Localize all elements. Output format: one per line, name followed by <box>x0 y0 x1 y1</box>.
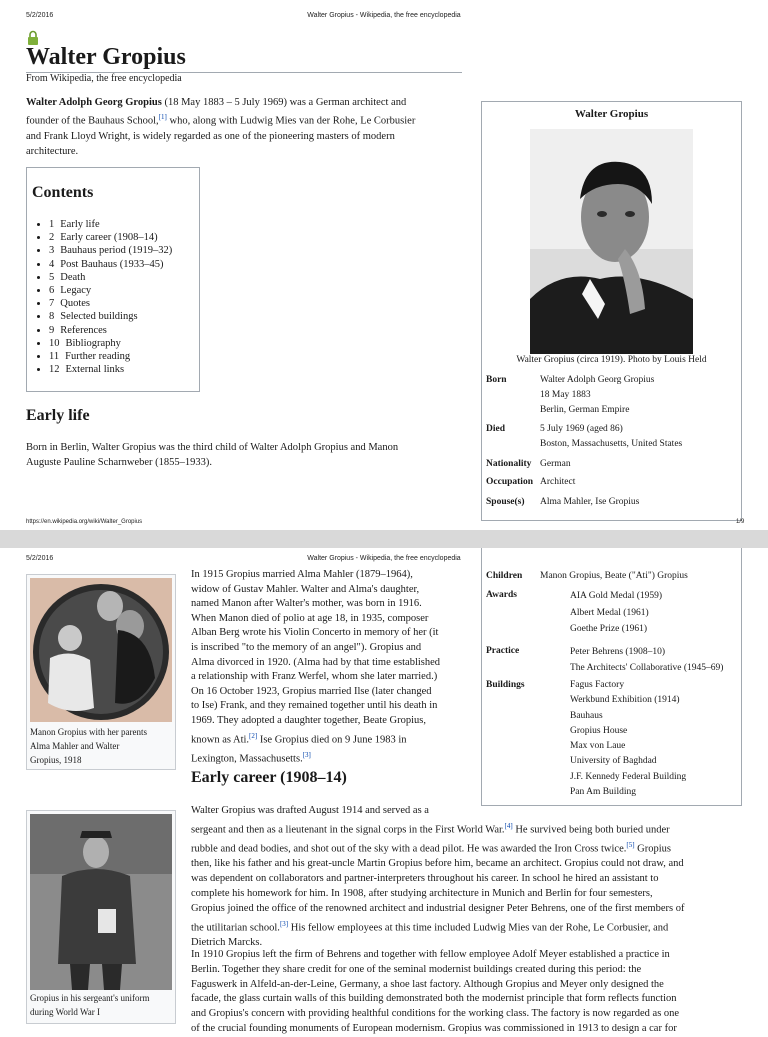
contents-item[interactable] <box>49 350 172 363</box>
buildings-list <box>570 678 686 800</box>
building-item: Max von Laue <box>570 741 626 752</box>
contents-item-label[interactable]: Death <box>60 271 86 283</box>
uniform-photo <box>30 814 172 990</box>
paragraph-line: named Manon after Walter's mother, was born in 1916. <box>191 598 422 610</box>
paragraph-line: 1969. They adopted a daughter together, Beate Gropius, <box>191 714 426 726</box>
died-place: Boston, Massachusetts, United States <box>540 439 683 449</box>
contents-item-label[interactable]: Bauhaus period (1919–32) <box>60 245 173 257</box>
contents-item-number: 12 <box>49 364 60 376</box>
born-label: Born <box>486 375 507 385</box>
paragraph-text: He survived being both buried under <box>512 824 670 836</box>
paragraph-line: In 1915 Gropius married Alma Mahler (1879–1964), <box>191 569 413 580</box>
infobox-title: Walter Gropius <box>574 108 649 120</box>
paragraph-line: was dependent on collaborators and partner-interpreters throughout his career. In school he hired an assistant to <box>191 873 659 885</box>
paragraph-line: facade, the glass curtain walls of this building demonstrated both the modernist principle that form reflects function <box>191 993 677 1005</box>
paragraph-text: rubble and dead bodies, and shot out of the sky with a dead pilot. He was awarded the Iron Cross twice. <box>191 843 627 855</box>
subject-name: Walter Adolph Georg Gropius <box>26 97 162 108</box>
building-item: Fagus Factory <box>570 680 625 690</box>
paragraph-line: In 1910 Gropius left the firm of Behrens and together with fellow employee Adolf Meyer established a practice in <box>191 949 670 960</box>
contents-item-number: 1 <box>49 219 55 230</box>
family-photo-caption <box>30 725 147 767</box>
contents-item[interactable] <box>49 324 172 337</box>
marriage-paragraph <box>191 568 476 767</box>
reference-link[interactable]: [2] <box>249 731 258 740</box>
awards-list <box>570 588 662 638</box>
contents-item-number: 4 <box>49 258 55 270</box>
nationality-label: Nationality <box>486 459 532 469</box>
uniform-photo-caption <box>30 991 149 1019</box>
page-header-title: Walter Gropius - Wikipedia, the free encyclopedia <box>307 555 461 562</box>
page-subtitle: From Wikipedia, the free encyclopedia <box>26 73 182 84</box>
early-life-paragraph <box>26 440 466 470</box>
contents-item-label[interactable]: Quotes <box>60 298 90 310</box>
contents-item-label[interactable]: Early life <box>60 219 100 230</box>
uniform-photo-figure <box>26 810 176 1024</box>
paragraph-line: of the crucial founding monuments of European modernism. Gropius was commissioned in 1913 to design a car for <box>191 1022 677 1034</box>
paragraph-line: When Manon died of polio at age 18, in 1935, composer <box>191 612 429 624</box>
faguswerk-paragraph <box>191 948 751 1037</box>
page-header-date: 5/2/2016 <box>26 12 54 19</box>
paragraph-text: His fellow employees at this time included Ludwig Mies van der Rohe, Le Corbusier, and <box>288 922 669 934</box>
contents-item-label[interactable]: Early career (1908–14) <box>60 232 158 244</box>
reference-link[interactable]: [1] <box>158 113 167 121</box>
portrait-photo <box>530 129 693 354</box>
intro-text: and Frank Lloyd Wright, is widely regarded as one of the pioneering masters of modern <box>26 130 395 142</box>
paragraph-line: a relationship with Franz Werfel, whom she later married.) <box>191 671 438 683</box>
children-value: Manon Gropius, Beate ("Ati") Gropius <box>540 571 688 581</box>
contents-item-label[interactable]: Post Bauhaus (1933–45) <box>60 258 164 270</box>
children-label: Children <box>486 571 523 581</box>
contents-item[interactable] <box>49 258 172 271</box>
contents-title: Contents <box>32 184 94 201</box>
contents-item[interactable] <box>49 363 172 376</box>
paragraph-line: widow of Gustav Mahler. Walter and Alma's daughter, <box>191 583 420 595</box>
section-heading-early-life: Early life <box>26 407 90 424</box>
reference-link[interactable]: [4] <box>504 821 513 830</box>
building-item: Werkbund Exhibition (1914) <box>570 695 680 706</box>
reference-link[interactable]: [5] <box>626 841 635 850</box>
paragraph-line: and Gropius's concern with providing healthful conditions for the working class. The factory is now regarded as one <box>191 1008 680 1020</box>
building-item: J.F. Kennedy Federal Building <box>570 771 687 782</box>
reference-link[interactable]: [3] <box>279 919 289 928</box>
family-photo-figure <box>26 574 176 770</box>
intro-paragraph <box>26 95 466 159</box>
contents-item[interactable] <box>49 231 172 244</box>
contents-item-label[interactable]: Legacy <box>60 285 92 297</box>
contents-item[interactable] <box>49 218 172 231</box>
building-item: Bauhaus <box>570 710 603 721</box>
career-paragraph <box>191 804 751 951</box>
paragraph-line: complete his homework for him. In 1908, after studying architecture in Munich and Berlin for four semesters, <box>191 887 653 899</box>
practice-list <box>570 644 723 676</box>
contents-item[interactable] <box>49 337 172 350</box>
award-item: Albert Medal (1961) <box>570 607 649 618</box>
table-of-contents <box>26 167 200 392</box>
born-date: 18 May 1883 <box>540 390 591 400</box>
contents-item-label[interactable]: References <box>60 324 107 336</box>
reference-link[interactable]: [3] <box>302 750 311 759</box>
occupation-label: Occupation <box>486 477 533 487</box>
contents-list <box>35 218 172 376</box>
paragraph-line: to Ise) Frank, and they remained together until his death in <box>191 700 438 712</box>
caption-line: Gropius, 1918 <box>30 755 82 765</box>
born-name: Walter Adolph Georg Gropius <box>540 375 655 385</box>
paragraph-line: Gropius joined the office of the renowned architect and industrial designer Peter Behrens, one of the first members of <box>191 902 685 914</box>
contents-item[interactable] <box>49 297 172 310</box>
practice-item: The Architects' Collaborative (1945–69) <box>570 663 724 673</box>
contents-item-label[interactable]: Selected buildings <box>60 311 138 323</box>
occupation-value: Architect <box>540 477 576 487</box>
contents-item-number: 10 <box>49 337 60 349</box>
page-header-date: 5/2/2016 <box>26 555 54 562</box>
paragraph-text: Gropius <box>634 843 671 855</box>
caption-line: Gropius in his sergeant's uniform <box>30 993 150 1003</box>
died-date: 5 July 1969 (aged 86) <box>540 424 623 434</box>
award-item: AIA Gold Medal (1959) <box>570 591 663 601</box>
contents-item-number: 6 <box>49 285 55 297</box>
contents-item-label[interactable]: Further reading <box>65 351 131 363</box>
born-place: Berlin, German Empire <box>540 405 630 415</box>
page-footer-url: https://en.wikipedia.org/wiki/Walter_Gropius <box>26 519 143 525</box>
award-item: Goethe Prize (1961) <box>570 624 648 634</box>
paragraph-line: Walter Gropius was drafted August 1914 and served as a <box>191 805 429 816</box>
portrait-caption: Walter Gropius (circa 1919). Photo by Louis Held <box>516 355 707 365</box>
paragraph-text: sergeant and then as a lieutenant in the signal corps in the First World War. <box>191 824 505 836</box>
contents-item[interactable] <box>49 284 172 297</box>
paragraph-line: On 16 October 1923, Gropius married Ilse (later changed <box>191 685 432 697</box>
contents-item-number: 7 <box>49 298 55 310</box>
contents-item[interactable] <box>49 310 172 323</box>
paragraph-text: the utilitarian school. <box>191 922 280 934</box>
contents-item[interactable] <box>49 271 172 284</box>
caption-line: Manon Gropius with her parents <box>30 727 147 737</box>
building-item: University of Baghdad <box>570 756 657 767</box>
intro-text: who, along with Ludwig Mies van der Rohe, Le Corbusier <box>166 115 416 127</box>
nationality-value: German <box>540 459 571 469</box>
paragraph-text: Ise Gropius died on 9 June 1983 in <box>257 734 407 746</box>
intro-text: founder of the Bauhaus School, <box>26 115 159 127</box>
paragraph-line: Auguste Pauline Scharnweber (1855–1933). <box>26 457 213 468</box>
contents-item-number: 8 <box>49 311 55 323</box>
contents-item-number: 9 <box>49 324 55 336</box>
contents-item[interactable] <box>49 244 172 257</box>
page-header-title: Walter Gropius - Wikipedia, the free encyclopedia <box>307 12 461 19</box>
infobox-continued <box>481 548 742 806</box>
building-item: Pan Am Building <box>570 787 636 798</box>
spouse-label: Spouse(s) <box>486 497 525 507</box>
caption-line: Alma Mahler and Walter <box>30 741 120 751</box>
caption-line: during World War I <box>30 1007 100 1017</box>
paragraph-line: Born in Berlin, Walter Gropius was the third child of Walter Adolph Gropius and Manon <box>26 442 399 453</box>
contents-item-label[interactable]: External links <box>65 364 125 376</box>
building-item: Gropius House <box>570 725 628 736</box>
paragraph-line: Dietrich Marcks. <box>191 936 263 948</box>
buildings-label: Buildings <box>486 680 525 690</box>
paragraph-line: is inscribed "to the memory of an angel"). Gropius and <box>191 641 422 653</box>
practice-item: Peter Behrens (1908–10) <box>570 647 665 657</box>
contents-item-label[interactable]: Bibliography <box>65 337 121 349</box>
page-footer-number: 1/9 <box>736 519 745 525</box>
contents-item-number: 2 <box>49 232 55 244</box>
intro-text: architecture. <box>26 145 79 157</box>
contents-item-number: 11 <box>49 351 60 363</box>
paragraph-line: Berlin. Together they share credit for one of the seminal modernist buildings created during this period: the <box>191 963 642 975</box>
page-title: Walter Gropius <box>26 44 186 70</box>
paragraph-text: Lexington, Massachusetts. <box>191 753 303 765</box>
page-separator <box>0 530 768 548</box>
born-value <box>540 373 654 418</box>
intro-text: (18 May 1883 – 5 July 1969) was a German architect and <box>161 97 407 108</box>
paragraph-line: then, like his father and his great-uncle Martin Gropius before him, became an architect. Gropius could not draw, and <box>191 858 684 870</box>
spouse-value: Alma Mahler, Ise Gropius <box>540 497 640 507</box>
awards-label: Awards <box>486 590 517 600</box>
contents-item-number: 5 <box>49 271 55 283</box>
paragraph-line: Faguswerk in Alfeld-an-der-Leine, Germany, a shoe last factory. Although Gropius and Meyer only designed the <box>191 978 664 990</box>
pdf-page-2 <box>0 548 768 1034</box>
died-label: Died <box>486 424 505 434</box>
paragraph-text: known as Ati. <box>191 734 250 746</box>
contents-item-number: 3 <box>49 245 55 257</box>
paragraph-line: Alban Berg wrote his Violin Concerto in memory of her (it <box>191 627 439 639</box>
family-photo <box>30 578 172 722</box>
infobox <box>481 101 742 521</box>
section-heading-early-career: Early career (1908–14) <box>191 769 347 786</box>
paragraph-line: Alma divorced in 1920. (Alma had by that time established <box>191 656 441 668</box>
practice-label: Practice <box>486 646 520 656</box>
died-value <box>540 422 682 452</box>
